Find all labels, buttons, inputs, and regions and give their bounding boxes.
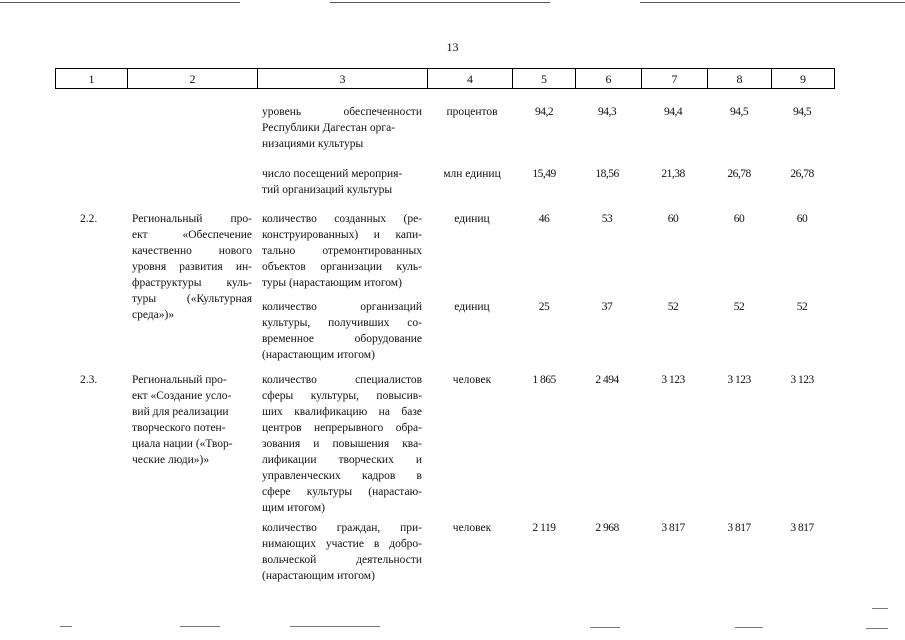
value-cell: 15,49 [532,168,556,180]
scan-edge-line [0,2,240,3]
unit-cell: единиц [454,213,490,225]
value-cell: 26,78 [790,168,814,180]
project-cell: Региональный про- ект «Обеспечение качественно нового уровня развития ин- фраструктуры куль- туры («Культурная среда»)» [132,213,252,321]
header-cell: 4 [427,69,512,89]
header-bottom-rule [55,88,835,89]
header-cell: 1 [55,69,127,89]
value-cell: 2 119 [532,522,556,534]
scan-edge-line [330,2,550,3]
project-cell: Региональный про- ект «Создание усло- вий для реализации творческого потен- циала нации («Твор- ческие люди»)» [132,374,233,466]
header-cell: 3 [257,69,427,89]
indicator-cell: количество специалистов сферы культуры, повысив- ших квалификацию на базе центров непрерывного обра- зования и повышения ква- лификации творческих и управленческих кадров в сфере культуры (нарастаю- щим итогом) [262,374,422,514]
value-cell: 3 817 [727,522,751,534]
value-cell: 94,5 [729,106,749,118]
value-cell: 60 [796,213,808,225]
value-cell: 3 817 [790,522,814,534]
indicator-cell: число посещений мероприя- тий организаций культуры [262,168,403,196]
scan-artifact [872,608,888,609]
header-cell: 2 [127,69,257,89]
scan-artifact [290,626,380,627]
scan-artifact [590,627,620,628]
unit-cell: человек [452,522,492,534]
value-cell: 52 [733,301,745,313]
value-cell: 53 [601,213,613,225]
value-cell: 26,78 [727,168,751,180]
indicator-cell: количество созданных (ре- конструированных) и капи- тально отремонтированных объектов организации куль- туры (нарастающим итогом) [262,213,422,289]
indicator-cell: количество организаций культуры, получивших со- временное оборудование (нарастающим итогом) [262,301,422,361]
value-cell: 25 [538,301,550,313]
value-cell: 94,3 [597,106,617,118]
scan-artifact [866,628,888,629]
value-cell: 60 [667,213,679,225]
row-number: 2.3. [80,374,98,386]
value-cell: 1 865 [532,374,556,386]
value-cell: 37 [601,301,613,313]
indicator-cell: количество граждан, при- нимающих участие в добро- вольческой деятельности (нарастающим итогом) [262,522,422,582]
header-cell: 6 [575,69,641,89]
value-cell: 3 817 [661,522,685,534]
value-cell: 52 [796,301,808,313]
value-cell: 60 [733,213,745,225]
header-cell: 5 [512,69,575,89]
value-cell: 2 494 [595,374,619,386]
header-cell: 8 [707,69,771,89]
row-number: 2.2. [80,213,98,225]
value-cell: 94,5 [792,106,812,118]
unit-cell: млн единиц [443,168,501,180]
value-cell: 3 123 [727,374,751,386]
unit-cell: процентов [446,106,498,118]
value-cell: 52 [667,301,679,313]
scan-artifact [60,626,72,627]
unit-cell: человек [452,374,492,386]
page-number: 13 [446,40,459,54]
scan-artifact [735,627,763,628]
value-cell: 94,2 [534,106,554,118]
value-cell: 3 123 [661,374,685,386]
scan-artifact [180,626,220,627]
unit-cell: единиц [454,301,490,313]
value-cell: 94,4 [663,106,683,118]
indicator-cell: уровень обеспеченности Республики Дагестан орга- низациями культуры [262,106,422,150]
header-cell: 9 [771,69,835,89]
table-header-row [55,68,835,89]
header-cell: 7 [641,69,707,89]
value-cell: 3 123 [790,374,814,386]
scan-edge-line [640,2,905,3]
value-cell: 18,56 [595,168,619,180]
value-cell: 46 [538,213,550,225]
value-cell: 21,38 [661,168,685,180]
value-cell: 2 968 [595,522,619,534]
